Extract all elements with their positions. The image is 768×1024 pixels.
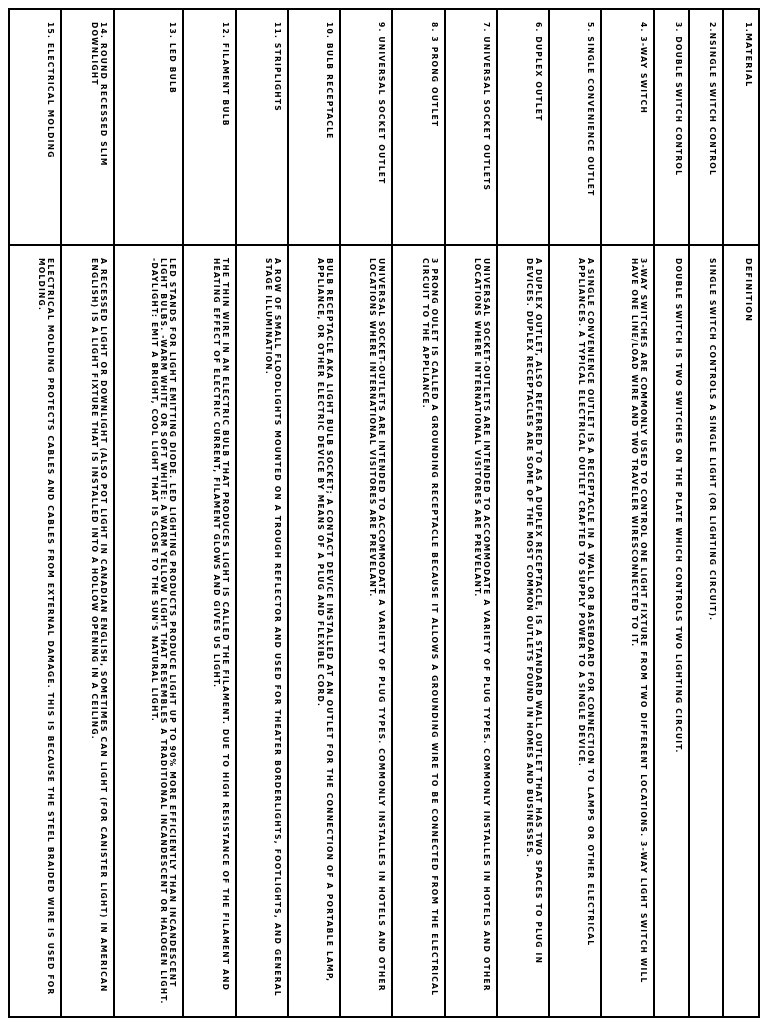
header-term-cell: 1.MATERIAL (723, 9, 759, 245)
term-cell: 4. 3-WAY SWITCH (602, 9, 654, 245)
table-row (654, 9, 689, 1017)
table-row (114, 9, 184, 1017)
definitions-table (8, 8, 760, 1018)
definition-cell: THE THIN WIRE IN AN ELECTRIC BULB THAT PRODUCES LIGHT IS CALLED THE FILAMENT. DUE TO HIGH RESISTANCE OF THE FILAMENT AND HEATING EFFECT OF ELECTRIC CURRENT, FILAMENT GLOWS AND GIVES US LIGHT. (183, 245, 235, 1017)
table-header-row (723, 9, 759, 1017)
table-row (61, 9, 113, 1017)
term-cell: 5. SINGLE CONVENIENCE OUTLET (549, 9, 601, 245)
table-row (602, 9, 654, 1017)
term-cell: 9. UNIVERSAL SOCKET OUTLET (340, 9, 392, 245)
definition-cell: A ROW OF SMALL FLOODLIGHTS MOUNTED ON A TROUGH REFLECTOR AND USED FOR THEATER BORDERLIGHTS, FOOTLIGHTS, AND GENERAL STAGE ILLUMINATION. (236, 245, 288, 1017)
definition-cell: A DUPLEX OUTLET, ALSO REFERRED TO AS A DUPLEX RECEPTACLE, IS A STANDARD WALL OUTLET THAT HAS TWO SPACES TO PLUG IN DEVICES. DUPLEX RECEPTACLES ARE SOME OF THE MOST COMMON OUTLETS FOUND IN HOMES AND BUSINESSES. (497, 245, 549, 1017)
definition-cell: UNIVERSAL SOCKET-OUTLETS ARE INTENDED TO ACCOMMODATE A VARIETY OF PLUG TYPES. COMMONLY INSTALLES IN HOTELS AND OTHER LOCATIONS WHERE INTERNATIONAL VISITORES ARE PREVELANT. (340, 245, 392, 1017)
definition-cell: 3-WAY SWITCHES ARE COMMONLY USED TO CONTROL ONE LIGHT FIXTURE FROM TWO DIFFERENT LOCATIONS. 3-WAY LIGHT SWITCH WILL HAVE ONE LINE/LOAD WIRE AND TWO TRAVELER WIRESCONNECTED TO IT. (602, 245, 654, 1017)
term-cell: 3. DOUBLE SWITCH CONTROL (654, 9, 689, 245)
definition-cell: UNIVERSAL SOCKET-OUTLETS ARE INTENDED TO ACCOMMODATE A VARIETY OF PLUG TYPES. COMMONLY INSTALLES IN HOTELS AND OTHER LOCATIONS WHERE INTERNATIONAL VISITORES ARE PREVELANT. (445, 245, 497, 1017)
term-cell: 10. BULB RECEPTACLE (288, 9, 340, 245)
term-cell: 7. UNIVERSAL SOCKET OUTLETS (445, 9, 497, 245)
definition-cell: LED STANDS FOR LIGHT EMITTING DIODE. LED LIGHTING PRODUCTS PRODUCE LIGHT UP TO 90% MORE EFFICIENTLY THAN INCANDESCENT LIGHT BULBS. -WARM WHITE OR SOFT WHITE: A WARM YELLOW LIGHT THAT RESEMBLES A TRADITIONAL INCANDESCENT OR HALOGEN LIGHT. -DAYLIGHT: EMIT A BRIGHT, COOL LIGHT THAT IS CLOSE TO THE SUN'S NATURAL LIGHT. (114, 245, 184, 1017)
header-definition-cell: DEFINITION (723, 245, 759, 1017)
term-cell: 6. DUPLEX OUTLET (497, 9, 549, 245)
definition-cell: DOUBLE SWITCH IS TWO SWITCHES ON THE PLATE WHICH CONTROLS TWO LIGHTING CIRCUIT. (654, 245, 689, 1017)
table-row (497, 9, 549, 1017)
definition-cell: A SINGLE CONVENIENCE OUTLET IS A RECEPTACLE IN A WALL OR BASEBOARD FOR CONNECTION TO LAMPS OR OTHER ELECTRICAL APPLIANCES. A TYPICAL ELECTRICAL OUTLET CRAFTED TO SUPPLY POWER TO A SINGLE DEVICE. (549, 245, 601, 1017)
term-cell: 14. ROUND RECESSED SLIM DOWNLIGHT (61, 9, 113, 245)
table-row (183, 9, 235, 1017)
term-cell: 2.NSINGLE SWITCH CONTROL (689, 9, 724, 245)
table-row (445, 9, 497, 1017)
definition-cell: ELECTRICAL MOLDING PROTECTS CABLES AND CABLES FROM EXTERNAL DAMAGE. THIS IS BECAUSE THE STEEL BRAIDED WIRE IS USED FOR MOLDING. (9, 245, 61, 1017)
table-row (9, 9, 61, 1017)
term-cell: 11. STRIPLIGHTS (236, 9, 288, 245)
term-cell: 12. FILAMENT BULB (183, 9, 235, 245)
term-cell: 8. 3 PRONG OUTLET (392, 9, 444, 245)
table-row (288, 9, 340, 1017)
table-row (549, 9, 601, 1017)
term-cell: 13. LED BULB (114, 9, 184, 245)
table-row (392, 9, 444, 1017)
definition-cell: BULB RECEPTACLE AKA LIGHT BULB SOCKET; A CONTACT DEVICE INSTALLED AT AN OUTLET FOR THE CONNECTION OF A PORTABLE LAMP, APPLIANCE, OR OTHER ELECTRIC DEVICE BY MEANS OF A PLUG AND FLEXIBLE CORD. (288, 245, 340, 1017)
term-cell: 15. ELECTRICAL MOLDING (9, 9, 61, 245)
definition-cell: A RECESSED LIGHT OR DOWNLIGHT (ALSO POT LIGHT IN CANADIAN ENGLISH, SOMETIMES CAN LIGHT (FOR CANISTER LIGHT) IN AMERICAN ENGLISH) IS A LIGHT FIXTURE THAT IS INSTALLED INTO A HOLLOW OPENING IN A CEILING. (61, 245, 113, 1017)
table-row (236, 9, 288, 1017)
definition-cell: SINGLE SWITCH CONTROLS A SINGLE LIGHT (OR LIGHTING CIRCUIT). (689, 245, 724, 1017)
table-row (340, 9, 392, 1017)
definition-cell: 3 PRONG OULET IS CALLED A GROUNDING RECEPTACLE BECAUSE IT ALLOWS A GROUNDING WIRE TO BE CONNECTED FROM THE ELECTRICAL CIRCUIT TO THE APPLIANCE. (392, 245, 444, 1017)
table-row (689, 9, 724, 1017)
